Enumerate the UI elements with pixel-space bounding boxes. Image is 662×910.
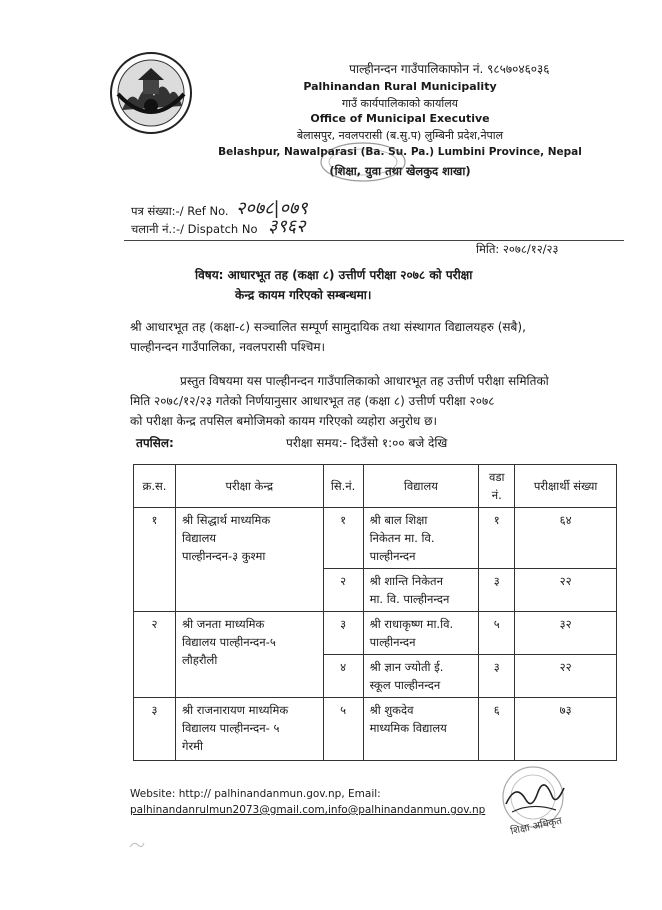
exam-center-cell: [175, 612, 323, 698]
school-cell: [363, 569, 479, 612]
exam-center-cell: [175, 698, 323, 761]
exam-center-line: पाल्हीनन्दन-३ कुश्मा: [181, 549, 266, 563]
header-school-serial: सि.नं.: [323, 465, 363, 508]
office-name-en: Office of Municipal Executive: [310, 112, 490, 125]
ward-number: ६: [479, 698, 515, 761]
school-line: श्री राधाकृष्ण मा.वि.: [369, 617, 454, 631]
office-stamp: [318, 140, 408, 184]
phone-number: फोन नं. ९८५७०४६०३६: [450, 62, 550, 76]
header-school: विद्यालय: [363, 465, 479, 508]
exam-center-line: लौहरौली: [181, 653, 218, 667]
school-serial: ४: [323, 655, 363, 698]
school-line: श्री शुकदेव: [369, 703, 414, 717]
header-divider: [124, 240, 624, 241]
pen-mark: [128, 836, 146, 848]
dispatch-label: चलानी नं.:-/ Dispatch No: [131, 222, 258, 236]
table-row: [134, 698, 617, 761]
exam-center-line: विद्यालय पाल्हीनन्दन-५: [181, 635, 276, 649]
school-cell: [363, 655, 479, 698]
schedule-label: तपसिल:: [136, 436, 174, 450]
branch-np: (शिक्षा, युवा तथा खेलकुद शाखा): [329, 164, 471, 178]
office-name-np: गाउँ कार्यपालिकाको कार्यालय: [341, 97, 459, 110]
ref-label: पत्र संख्या:-/ Ref No.: [131, 204, 229, 218]
exam-center-line: श्री राजनारायण माध्यमिक: [181, 703, 289, 717]
subject-line-2: केन्द्र कायम गरिएको सम्बन्धमा।: [235, 288, 372, 302]
school-line: श्री ज्ञान ज्योती ई.: [369, 660, 444, 674]
ward-number: ३: [479, 655, 515, 698]
table-row: [134, 612, 617, 655]
examinee-count: ७३: [515, 698, 617, 761]
ward-number: ३: [479, 569, 515, 612]
school-serial: २: [323, 569, 363, 612]
school-serial: ५: [323, 698, 363, 761]
school-line: माध्यमिक विद्यालय: [369, 721, 447, 735]
examinee-count: ६४: [515, 508, 617, 569]
header-serial: क्र.स.: [134, 465, 176, 508]
exam-center-cell: [175, 508, 323, 612]
exam-time: परीक्षा समय:- दिउँसो १:०० बजे देखि: [286, 436, 448, 450]
school-line: निकेतन मा. वि.: [369, 531, 435, 545]
letter-date: मिति: २०७८/१२/२३: [476, 242, 559, 256]
exam-center-line: श्री सिद्धार्थ माध्यमिक: [181, 513, 271, 527]
signature-title: शिक्षा अधिकृत: [509, 815, 563, 838]
header-ward: वडा नं.: [479, 465, 515, 508]
center-serial: २: [134, 612, 176, 698]
ward-number: ५: [479, 612, 515, 655]
school-line: स्कूल पाल्हीनन्दन: [369, 678, 441, 692]
exam-center-line: विद्यालय: [181, 531, 217, 545]
addressee-line-1: श्री आधारभूत तह (कक्षा-८) सञ्चालित सम्पूर्ण सामुदायिक तथा संस्थागत विद्यालयहरु (सबै),: [130, 320, 526, 334]
website-line: Website: http:// palhinandanmun.gov.np, Email:: [130, 788, 381, 800]
exam-center-line: विद्यालय पाल्हीनन्दन- ५: [181, 721, 280, 735]
examinee-count: २२: [515, 655, 617, 698]
school-line: मा. वि. पाल्हीनन्दन: [369, 592, 450, 606]
table-row: [134, 508, 617, 569]
examinee-count: २२: [515, 569, 617, 612]
school-line: श्री शान्ति निकेतन: [369, 574, 443, 588]
school-line: पाल्हीनन्दन: [369, 549, 416, 563]
body-line-2: मिति २०७८/१२/२३ गतेको निर्णयानुसार आधारभूत तह (कक्षा ८) उत्तीर्ण परीक्षा २०७८: [130, 394, 495, 408]
center-serial: १: [134, 508, 176, 612]
body-line-1: प्रस्तुत विषयमा यस पाल्हीनन्दन गाउँपालिकाको आधारभूत तह उत्तीर्ण परीक्षा समितिको: [180, 374, 549, 388]
subject-line-1: विषय: आधारभूत तह (कक्षा ८) उत्तीर्ण परीक्षा २०७८ को परीक्षा: [195, 268, 473, 282]
exam-center-table: [133, 464, 617, 761]
header-examinee-count: परीक्षार्थी संख्या: [515, 465, 617, 508]
school-line: श्री बाल शिक्षा: [369, 513, 428, 527]
municipality-name-en: Palhinandan Rural Municipality: [303, 80, 497, 93]
ref-value: २०७८|०७९: [236, 198, 308, 219]
school-line: पाल्हीनन्दन: [369, 635, 416, 649]
address-en: Belashpur, Nawalparasi (Ba. Su. Pa.) Lumbini Province, Nepal: [218, 146, 582, 158]
school-cell: [363, 698, 479, 761]
ward-number: १: [479, 508, 515, 569]
exam-center-line: श्री जनता माध्यमिक: [181, 617, 265, 631]
address-np: बेलासपुर, नवलपरासी (ब.सु.प) लुम्बिनी प्रदेश,नेपाल: [296, 129, 504, 142]
school-serial: १: [323, 508, 363, 569]
header-exam-center: परीक्षा केन्द्र: [175, 465, 323, 508]
school-cell: [363, 508, 479, 569]
table-header-row: [134, 465, 617, 508]
school-serial: ३: [323, 612, 363, 655]
body-line-3: को परीक्षा केन्द्र तपसिल बमोजिमको कायम गरिएको व्यहोरा अनुरोध छ।: [130, 414, 438, 428]
center-serial: ३: [134, 698, 176, 761]
municipality-emblem: [108, 50, 194, 136]
exam-center-line: गेरमी: [181, 739, 204, 753]
dispatch-value: ३९६२: [268, 216, 306, 237]
email-addresses[interactable]: palhinandanrulmun2073@gmail.com,info@palhinandanmun.gov.np: [130, 804, 486, 816]
addressee-line-2: पाल्हीनन्दन गाउँपालिका, नवलपरासी पश्चिम।: [130, 340, 326, 354]
school-cell: [363, 612, 479, 655]
municipality-name-np: पाल्हीनन्दन गाउँपालिका: [349, 62, 451, 76]
examinee-count: ३२: [515, 612, 617, 655]
